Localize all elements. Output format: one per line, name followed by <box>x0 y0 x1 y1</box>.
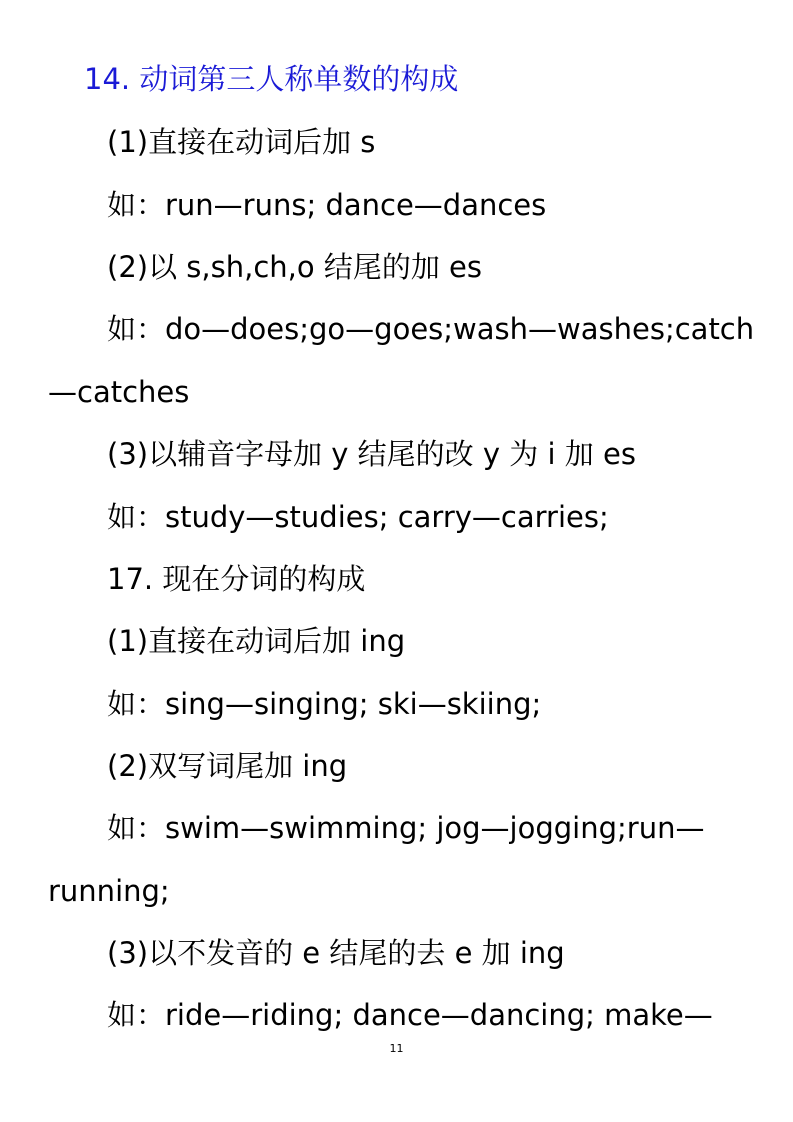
example-line: 如：swim—swimming; jog—jogging;run— <box>107 811 705 845</box>
subsection-heading: 17. 现在分词的构成 <box>107 562 366 596</box>
example-line: 如：sing—singing; ski—skiing; <box>107 687 542 721</box>
section-heading: 14. 动词第三人称单数的构成 <box>84 62 459 96</box>
example-line: 如：ride—riding; dance—dancing; make— <box>107 998 713 1032</box>
rule-2-double-consonant: (2)双写词尾加 ing <box>107 749 348 783</box>
rule-3-drop-e: (3)以不发音的 e 结尾的去 e 加 ing <box>107 936 565 970</box>
rule-1-direct-ing: (1)直接在动词后加 ing <box>107 624 406 658</box>
example-line-continued: running; <box>48 874 170 908</box>
example-line-continued: —catches <box>48 375 190 409</box>
example-line: 如：run—runs; dance—dances <box>107 188 547 222</box>
example-line: 如：study—studies; carry—carries; <box>107 500 609 534</box>
rule-3-y-to-ies: (3)以辅音字母加 y 结尾的改 y 为 i 加 es <box>107 437 636 471</box>
page-number: 11 <box>389 1042 404 1055</box>
rule-1-direct-s: (1)直接在动词后加 s <box>107 125 376 159</box>
rule-2-es: (2)以 s,sh,ch,o 结尾的加 es <box>107 250 483 284</box>
example-line: 如：do—does;go—goes;wash—washes;catch <box>107 312 755 346</box>
